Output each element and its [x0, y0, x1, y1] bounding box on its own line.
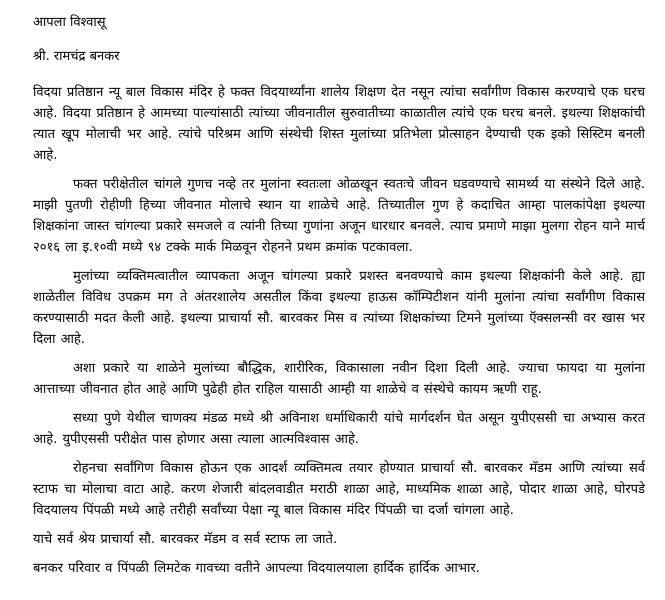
letter-author-name: श्री. रामचंद्र बनकर [33, 49, 120, 64]
letter-paragraph-1: विदया प्रतिष्ठान न्यू बाल विकास मंदिर हे फक्त विदयार्थ्यांना शालेय शिक्षण देत नसून त्यांचा सर्वांगीण विकास करण्याचे एक घरच आहे. विदया प्रतिष्ठान हे आमच्या पाल्यांसाठी त्यांच्या जीवनातील सुरुवातीच्या काळातील त्यांचे एक घरच बनले. इथल्या शिक्षकांची त्यात खूप मोलाची भर आहे. त्यांचे परिश्रम आणि संस्थेची शिस्त मुलांच्या प्रतिभेला प्रोत्साहन देण्याची एक इको सिस्टिम बनली आहे. [33, 85, 645, 163]
letter-paragraph-7: याचे सर्व श्रेय प्राचार्या सौ. बारवकर मॅडम व सर्व स्टाफ ला जाते. [33, 532, 338, 547]
letter-salutation: आपला विश्वासू [33, 15, 106, 30]
letter-paragraph-5: सध्या पुणे येथील चाणक्य मंडळ मध्ये श्री अविनाश धर्माधिकारी यांचे मार्गदर्शन घेत असून युपीएससी चा अभ्यास करत आहे. युपीएससी परीक्षेत पास होणार असा त्याला आत्मविश्वास आहे. [33, 411, 645, 447]
letter-paragraph-2: फक्त परीक्षेतील चांगले गुणच नव्हे तर मुलांना स्वतःला ओळखून स्वतःचे जीवन घडवण्याचे सामर्थ्य या संस्थेने दिले आहे. माझी पुतणी रोहीणी हिच्या जीवनात मोलाचे स्थान या शाळेचे आहे. तिच्यातील गुण हे कदाचित आम्हा पालकांपेक्षा इथल्या शिक्षकांना जास्त चांगल्या प्रकारे समजले व त्यांनी तिच्या गुणांना अजून धारधार बनवले. त्याच प्रमाणे माझा मुलगा रोहन याने मार्च २०१६ ला इ.१०वी मध्ये ९४ टक्के मार्क मिळवून रोहनने प्रथम क्रमांक पटकावला. [33, 177, 645, 255]
letter-paragraph-8: बनकर परिवार व पिंपळी लिमटेक गावच्या वतीने आपल्या विदयालयाला हार्दिक हार्दिक आभार. [33, 561, 480, 576]
letter-paragraph-3: मुलांच्या व्यक्तिमत्वातील व्यापकता अजून चांगल्या प्रकारे प्रशस्त बनवण्याचे काम इथल्या शिक्षकांनी केले आहे. ह्या शाळेतील विविध उपक्रम मग ते अंतरशालेय असतील किंवा इथल्या हाऊस कॉम्पिटीशन यांनी मुलांना त्यांचा सर्वांगीण विकास करण्यासाठी मदत केली आहे. इथल्या प्राचार्या सौ. बारवकर मिस व त्यांच्या शिक्षकांच्या टिमने मुलांच्या ऍक्सलन्सी वर खास भर दिला आहे. [33, 269, 645, 347]
letter-paragraph-6: रोहनचा सर्वांगिण विकास होऊन एक आदर्श व्यक्तिमत्व तयार होण्यात प्राचार्या सौ. बारवकर मॅडम आणि त्यांच्या सर्व स्टाफ चा मोलाचा वाटा आहे. करण शेजारी बांदलवाडीत मराठी शाळा आहे, माध्यमिक शाळा आहे, पोदार शाळा आहे, घोरपडे विदयालय पिंपळी मध्ये आहे तरीही सर्वांच्या पेक्षा न्यू बाल विकास मंदिर पिंपळी चा दर्जा चांगला आहे. [33, 461, 645, 518]
letter-paragraph-4: अशा प्रकारे या शाळेने मुलांच्या बौद्धिक, शारीरिक, विकासाला नवीन दिशा दिली आहे. ज्याचा फायदा या मुलांना आत्ताच्या जीवनात होत आहे आणि पुढेही होत राहिल यासाठी आम्ही या शाळेचे व संस्थेचे कायम ऋणी राहू. [33, 361, 645, 397]
